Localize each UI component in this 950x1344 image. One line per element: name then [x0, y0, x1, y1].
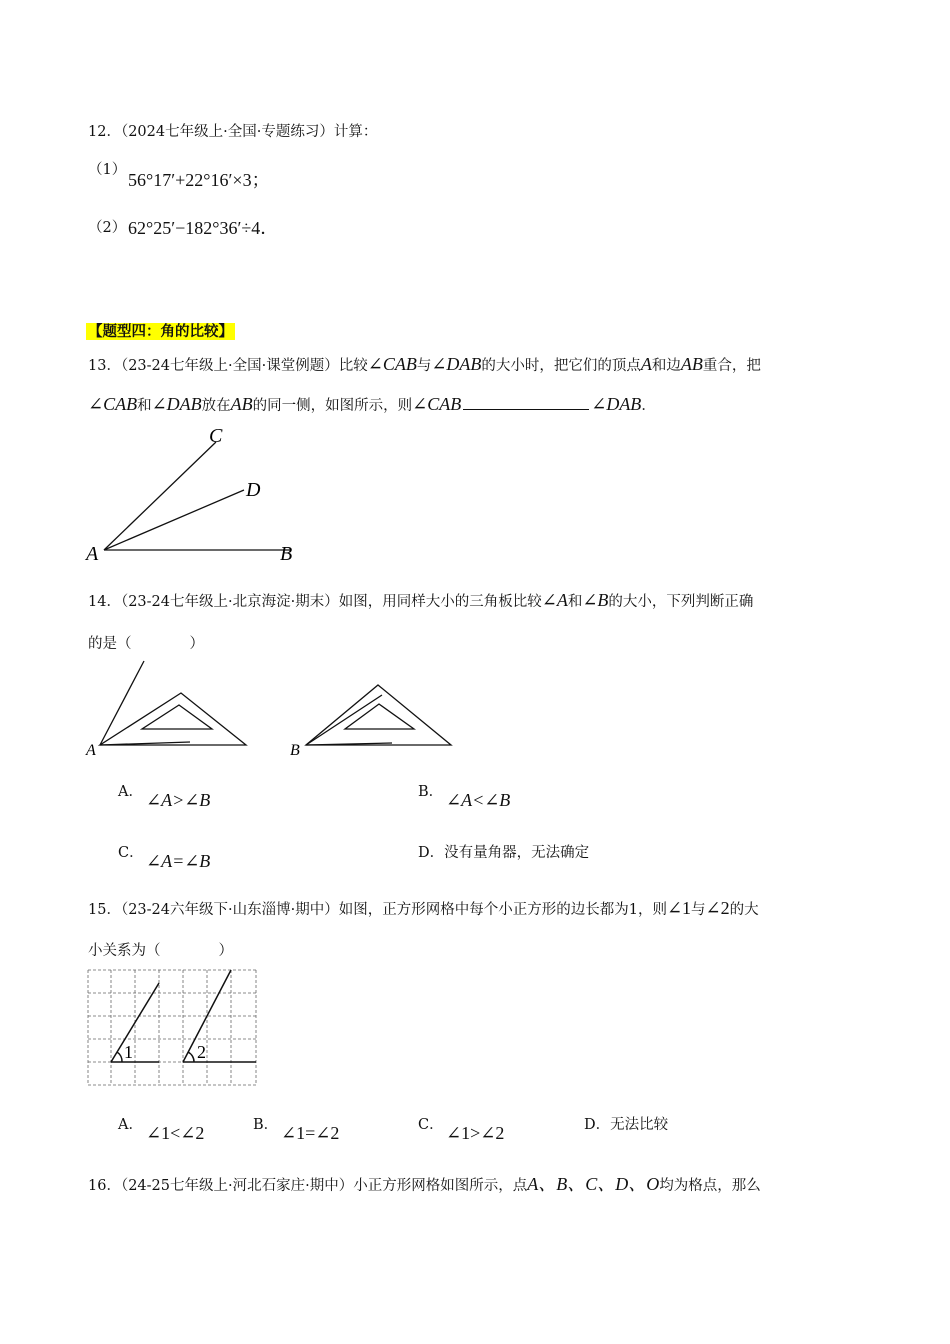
q13-angle-cab: ∠CAB [367, 354, 417, 374]
option-label: D． [584, 1117, 611, 1133]
q12-part1-label: （1） [88, 162, 127, 178]
ray-ac [104, 442, 216, 550]
q14-option-b[interactable] [418, 780, 443, 801]
q15-option-a-text: ∠1<∠2 [146, 1123, 205, 1143]
q12-source: （2024七年级上·全国·专题练习）计算： [120, 124, 378, 140]
option-label: A． [118, 784, 143, 800]
option-label: C． [418, 1117, 444, 1133]
q14-option-c-text: ∠A=∠B [146, 851, 211, 871]
q15-stem-line1 [88, 898, 759, 919]
q15-option-c-text: ∠1>∠2 [446, 1123, 505, 1143]
label-b: B [280, 543, 293, 565]
q16-source: （24-25七年级上·河北石家庄·期中）小正方形网格如图所示，点 [120, 1178, 528, 1194]
q14-text: 的大小，下列判断正确 [608, 594, 754, 610]
q15-option-a[interactable] [118, 1113, 143, 1134]
label-c: C [209, 425, 223, 447]
q13-text: 放在 [201, 398, 231, 414]
q12-part2-expr: 62°25′−182°36′÷4． [128, 218, 279, 238]
q13-text: 的同一侧，如图所示，则 [252, 398, 413, 414]
q13-edge: AB [680, 354, 703, 374]
label-a: A [86, 543, 99, 565]
q13-edge: AB [230, 394, 253, 414]
q14-option-a[interactable] [118, 780, 143, 801]
q13-answer-blank[interactable] [463, 395, 589, 410]
q13-figure [80, 420, 310, 570]
q13-text: ． [641, 398, 656, 414]
q14-option-a-text: ∠A>∠B [146, 790, 211, 810]
q15-text: 与 [691, 902, 706, 918]
q16-number: 16． [88, 1178, 121, 1194]
label-a: A [86, 742, 96, 759]
option-label: C． [118, 845, 144, 861]
q14-angle-b: ∠B [582, 590, 609, 610]
q15-figure [84, 966, 260, 1092]
q14-number: 14． [88, 594, 121, 610]
q14-stem-line2: 的是（ ） [88, 636, 204, 652]
q13-text: 的大小时，把它们的顶点 [481, 358, 641, 374]
q14-triangle-b [306, 685, 451, 745]
q14-stem-line1 [88, 590, 753, 611]
label-d: D [246, 479, 261, 501]
q14-angle-a: ∠A [541, 590, 568, 610]
q14-text: 和 [567, 594, 583, 610]
label-angle-1: 1 [124, 1042, 133, 1062]
label-b: B [290, 742, 300, 759]
q15-number: 15． [88, 902, 121, 918]
q15-grid [88, 970, 256, 1085]
q13-text: 和边 [651, 358, 681, 374]
q15-source: （23-24六年级下·山东淄博·期中）如图，正方形网格中每个小正方形的边长都为1，则 [120, 902, 667, 918]
q13-angle-cab: ∠CAB [88, 394, 138, 414]
q13-vertex: A [640, 354, 652, 374]
q14-option-c[interactable] [118, 841, 144, 862]
q14-figure [80, 655, 460, 765]
q14-option-b-text: ∠A<∠B [446, 790, 511, 810]
q15-option-b[interactable] [253, 1113, 278, 1134]
section-title [86, 320, 235, 341]
option-text: 无法比较 [610, 1117, 669, 1133]
q13-number: 13． [88, 358, 121, 374]
option-label: D． [418, 845, 445, 861]
q12-number: 12． [88, 124, 121, 140]
q12-part2-label: （2） [88, 220, 127, 236]
q13-text: 和 [137, 398, 152, 414]
q13-angle-dab: ∠DAB [591, 394, 642, 414]
q13-angle-dab: ∠DAB [431, 354, 482, 374]
q16-stem-line1 [88, 1170, 761, 1196]
option-label: B． [418, 784, 444, 800]
q13-angle-cab: ∠CAB [412, 394, 462, 414]
section-title-text: 【题型四：角的比较】 [88, 323, 233, 340]
q14-source: （23-24七年级上·北京海淀·期末）如图，用同样大小的三角板比较 [120, 594, 542, 610]
q13-source: （23-24七年级上·全国·课堂例题）比较 [120, 358, 368, 374]
ray-ad [104, 490, 244, 550]
q13-text: 重合，把 [702, 358, 761, 374]
q13-stem-line2 [88, 394, 656, 415]
q15-option-b-text: ∠1=∠2 [281, 1123, 340, 1143]
q15-text: 的大 [729, 902, 759, 918]
q12-stem [88, 120, 377, 141]
q15-angle-2: ∠2 [705, 898, 730, 918]
q16-points: A、B、C、D、O [527, 1174, 660, 1194]
q14-option-d[interactable] [418, 841, 589, 862]
option-label: A． [118, 1117, 143, 1133]
q15-option-c[interactable] [418, 1113, 444, 1134]
q13-angle-dab: ∠DAB [151, 394, 202, 414]
q12-part1-expr: 56°17′+22°16′×3； [128, 170, 270, 190]
q13-text: 与 [416, 358, 432, 374]
q14-triangle-a [100, 661, 246, 745]
q16-text: 均为格点，那么 [659, 1178, 761, 1194]
q15-stem-line2: 小关系为（ ） [88, 943, 233, 959]
label-angle-2: 2 [197, 1042, 206, 1062]
option-label: B． [253, 1117, 279, 1133]
q15-angle-1: ∠1 [666, 898, 692, 918]
q15-option-d[interactable] [584, 1113, 668, 1134]
option-text: 没有量角器，无法确定 [444, 845, 590, 861]
q13-stem-line1 [88, 354, 761, 375]
